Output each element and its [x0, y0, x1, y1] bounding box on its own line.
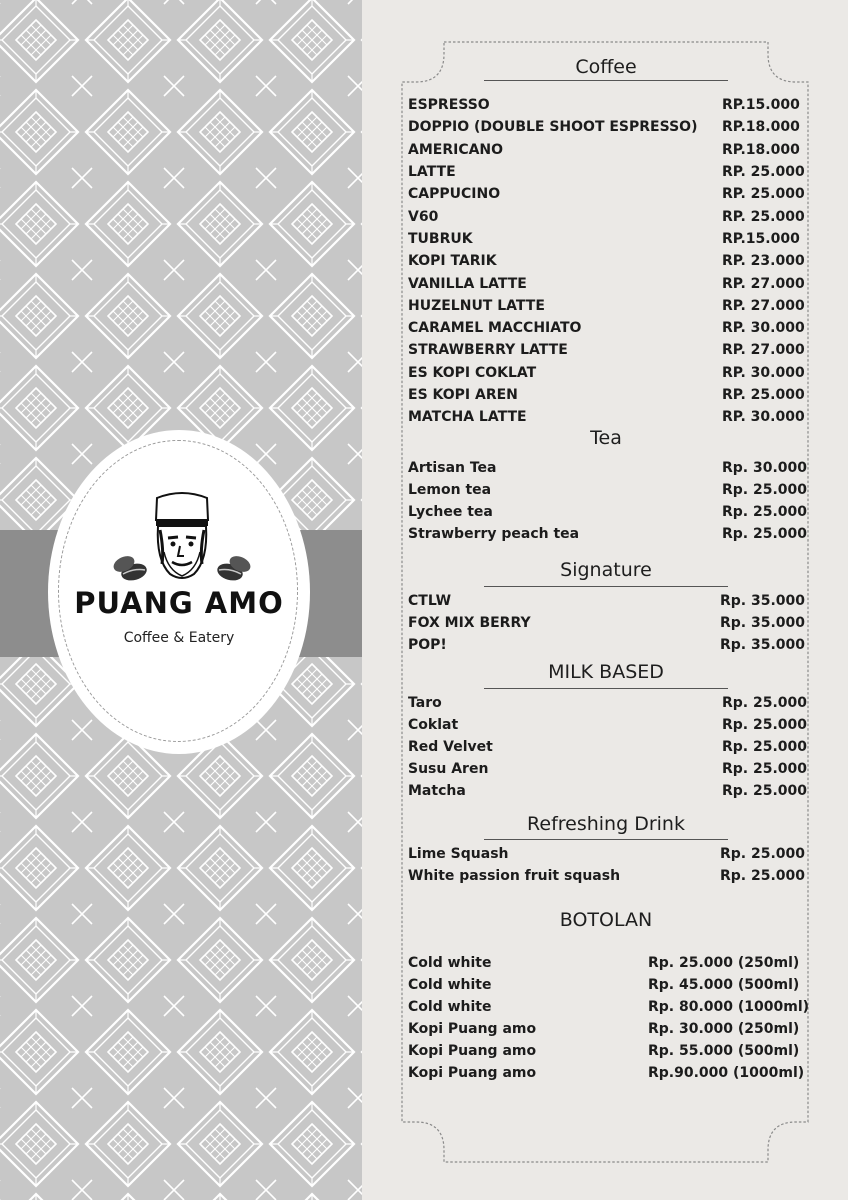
section-title-refreshing-drink: Refreshing Drink: [527, 813, 685, 835]
menu-item: [408, 342, 804, 364]
section-rule: [484, 80, 728, 81]
item-price: RP. 25.000: [722, 186, 805, 202]
item-price: Rp. 25.000: [722, 761, 808, 777]
menu-item: [408, 186, 804, 208]
menu-item: [408, 253, 804, 275]
menu-item: [408, 761, 808, 783]
brand-tagline: Coffee & Eatery: [123, 630, 235, 646]
item-price: Rp. 25.000: [722, 739, 808, 755]
section-rule: [484, 586, 728, 587]
item-name: White passion fruit squash: [408, 868, 621, 884]
menu-item: [408, 276, 804, 298]
item-price: Rp.90.000 (1000ml): [648, 1065, 805, 1081]
menu-item: [408, 717, 808, 739]
item-price: RP. 25.000: [722, 387, 805, 403]
item-name: Cold white: [408, 955, 492, 971]
item-name: Susu Aren: [408, 761, 489, 777]
menu-item: [408, 209, 804, 231]
section-title-coffee: Coffee: [575, 56, 637, 78]
item-name: Lychee tea: [408, 504, 493, 520]
item-price: RP. 27.000: [722, 276, 805, 292]
menu-item: [408, 955, 804, 977]
section-title-botolan: BOTOLAN: [559, 909, 653, 931]
item-price: RP. 27.000: [722, 298, 805, 314]
menu-item: [408, 615, 804, 637]
item-name: POP!: [408, 637, 447, 653]
item-name: Taro: [408, 695, 442, 711]
item-price: Rp. 25.000: [722, 717, 808, 733]
item-price: Rp. 45.000 (500ml): [648, 977, 800, 993]
item-name: Artisan Tea: [408, 460, 497, 476]
menu-item: [408, 783, 808, 805]
coffee-bean-icon-right: [215, 553, 252, 583]
menu-item: [408, 142, 804, 164]
item-name: Matcha: [408, 783, 466, 799]
item-name: VANILLA LATTE: [408, 276, 527, 292]
section-title-milk-based: MILK BASED: [548, 661, 664, 683]
item-price: Rp. 25.000: [722, 526, 808, 542]
item-name: KOPI TARIK: [408, 253, 497, 269]
menu-item: [408, 409, 804, 431]
menu-item: [408, 387, 804, 409]
item-price: Rp. 30.000 (250ml): [648, 1021, 800, 1037]
menu-item: [408, 231, 804, 253]
item-price: Rp. 25.000: [722, 504, 808, 520]
item-price: RP. 27.000: [722, 342, 805, 358]
item-name: Cold white: [408, 999, 492, 1015]
menu-item: [408, 739, 808, 761]
item-price: RP.18.000: [722, 119, 800, 135]
menu-item: [408, 164, 804, 186]
menu-item: [408, 298, 804, 320]
item-price: RP. 30.000: [722, 409, 805, 425]
menu-item: [408, 460, 808, 482]
menu-item: [408, 482, 808, 504]
item-name: Lemon tea: [408, 482, 492, 498]
brand-name: PUANG AMO: [74, 586, 284, 620]
item-name: ES KOPI AREN: [408, 387, 518, 403]
menu-item: [408, 695, 808, 717]
item-name: Kopi Puang amo: [408, 1043, 537, 1059]
item-name: Kopi Puang amo: [408, 1021, 537, 1037]
item-price: RP. 23.000: [722, 253, 805, 269]
menu-item: [408, 1043, 804, 1065]
item-name: HUZELNUT LATTE: [408, 298, 545, 314]
item-price: RP. 30.000: [722, 365, 805, 381]
item-price: Rp. 80.000 (1000ml): [648, 999, 810, 1015]
menu-item: [408, 846, 804, 868]
item-price: Rp. 25.000: [722, 695, 808, 711]
item-price: Rp. 35.000: [720, 637, 806, 653]
item-name: ESPRESSO: [408, 97, 490, 113]
item-price: RP.15.000: [722, 97, 800, 113]
portrait-illustration: [112, 490, 252, 586]
section-rule: [484, 688, 728, 689]
item-price: Rp. 25.000 (250ml): [648, 955, 800, 971]
item-name: ES KOPI COKLAT: [408, 365, 537, 381]
item-name: LATTE: [408, 164, 456, 180]
item-price: Rp. 25.000: [722, 482, 808, 498]
menu-item: [408, 526, 808, 548]
item-price: RP. 25.000: [722, 164, 805, 180]
item-name: Red Velvet: [408, 739, 493, 755]
item-price: RP. 30.000: [722, 320, 805, 336]
menu-item: [408, 637, 804, 659]
item-name: DOPPIO (DOUBLE SHOOT ESPRESSO): [408, 119, 698, 135]
item-name: AMERICANO: [408, 142, 504, 158]
menu-item: [408, 97, 804, 119]
item-name: CAPPUCINO: [408, 186, 501, 202]
menu-item: [408, 504, 808, 526]
menu-item: [408, 868, 804, 890]
item-name: V60: [408, 209, 439, 225]
item-name: Strawberry peach tea: [408, 526, 580, 542]
item-price: Rp. 35.000: [720, 593, 806, 609]
menu-item: [408, 593, 804, 615]
item-price: RP. 25.000: [722, 209, 805, 225]
item-name: CARAMEL MACCHIATO: [408, 320, 582, 336]
item-name: TUBRUK: [408, 231, 473, 247]
item-name: FOX MIX BERRY: [408, 615, 531, 631]
item-name: Lime Squash: [408, 846, 509, 862]
item-price: Rp. 25.000: [722, 783, 808, 799]
menu-item: [408, 365, 804, 387]
section-rule: [484, 839, 728, 840]
menu-item: [408, 320, 804, 342]
item-price: Rp. 30.000: [722, 460, 808, 476]
item-price: RP.18.000: [722, 142, 800, 158]
menu-item: [408, 1021, 804, 1043]
item-price: Rp. 25.000: [720, 846, 806, 862]
coffee-bean-icon-left: [112, 553, 149, 583]
item-price: Rp. 55.000 (500ml): [648, 1043, 800, 1059]
menu-item: [408, 977, 804, 999]
item-price: RP.15.000: [722, 231, 800, 247]
item-name: Coklat: [408, 717, 459, 733]
menu-item: [408, 119, 804, 141]
item-name: CTLW: [408, 593, 452, 609]
item-name: MATCHA LATTE: [408, 409, 527, 425]
item-name: Kopi Puang amo: [408, 1065, 537, 1081]
item-name: STRAWBERRY LATTE: [408, 342, 568, 358]
section-title-tea: Tea: [590, 427, 622, 449]
item-name: Cold white: [408, 977, 492, 993]
item-price: Rp. 25.000: [720, 868, 806, 884]
menu-item: [408, 999, 810, 1021]
section-title-signature: Signature: [560, 559, 652, 581]
item-price: Rp. 35.000: [720, 615, 806, 631]
menu-item: [408, 1065, 804, 1087]
